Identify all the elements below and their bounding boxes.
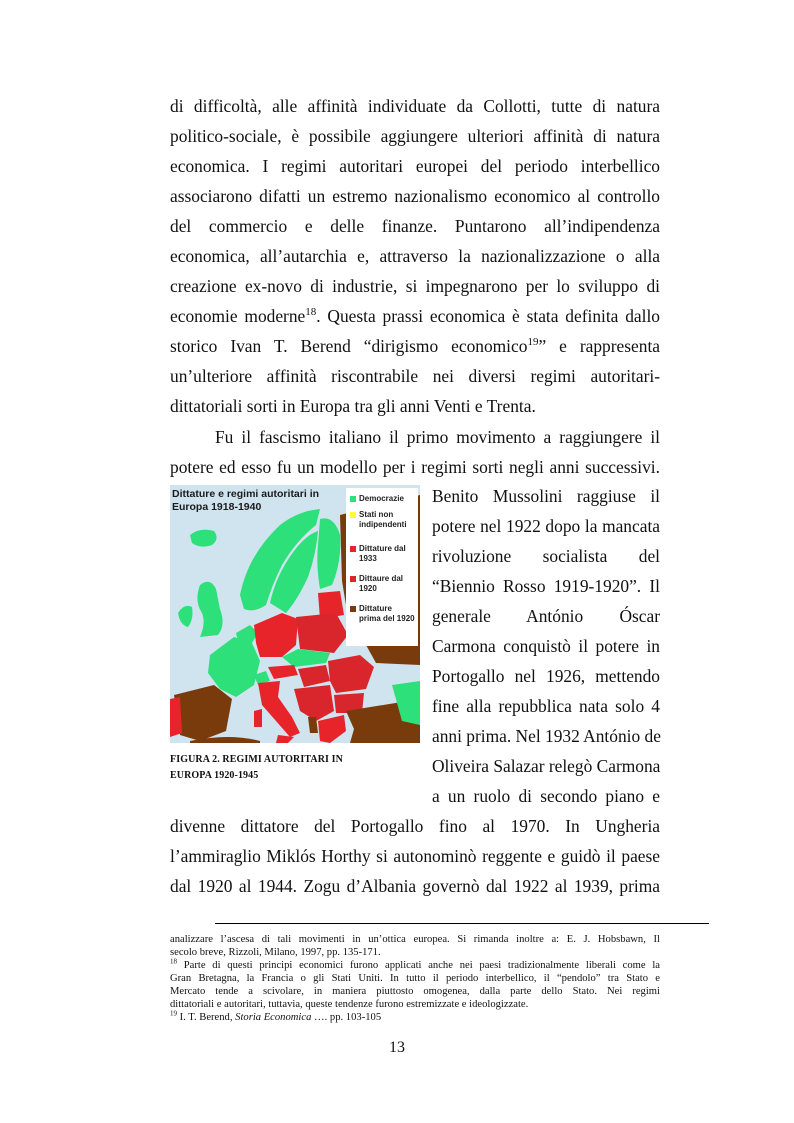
body-line: dittatoriali sorti in Europa tra gli anni Venti e Trenta. <box>170 396 536 416</box>
wrap-line: anni prima. Nel 1932 António de <box>432 726 661 746</box>
text-run: . Questa prassi economica è stata definita dallo <box>316 306 660 326</box>
map-iceland <box>190 530 217 547</box>
wrap-line: potere nel 1922 dopo la mancata <box>432 516 660 536</box>
figure-caption: FIGURA 2. REGIMI AUTORITARI IN EUROPA 1920-1945 <box>170 754 343 781</box>
footnote-19 <box>170 1011 660 1024</box>
map-italy <box>258 681 300 737</box>
body-line: del commercio e delle finanze. Puntarono all’indipendenza <box>170 216 660 236</box>
map-title: Dittature e regimi autoritari in Europa 1918-1940 <box>172 488 320 513</box>
map-sardinia <box>254 709 262 727</box>
legend-swatch <box>350 512 356 518</box>
footnote-18 <box>170 959 660 972</box>
wrap-line: fine alla repubblica nata solo 4 <box>432 696 660 716</box>
legend-swatch <box>350 496 356 502</box>
body-line: Fu il fascismo italiano il primo movimento a raggiungere il <box>215 427 660 447</box>
body-line: l’ammiraglio Miklós Horthy si autonominò reggente e guidò il paese <box>170 846 660 866</box>
wrap-line: Oliveira Salazar relegò Carmona <box>432 756 661 776</box>
body-line <box>170 331 660 361</box>
body-line: un’ulteriore affinità riscontrabile nei diversi regimi autoritari- <box>170 366 660 386</box>
footnote-line: Mercato tende a scivolare, in maniera piuttosto omogenea, dalla parte dello Stato. Nei regimi <box>170 986 660 997</box>
footnote-ref-19: 19 <box>527 336 539 349</box>
map-yugoslavia <box>294 685 334 721</box>
map-austria <box>268 665 298 679</box>
legend-item <box>350 604 415 624</box>
map-germany <box>254 613 298 657</box>
wrap-line: Portogallo nel 1926, mettendo <box>432 666 660 686</box>
wrap-line: Carmona conquistò il potere in <box>432 636 660 656</box>
map-portugal <box>170 697 182 737</box>
legend-item <box>350 510 415 530</box>
body-line: dal 1920 al 1944. Zogu d’Albania governò dal 1922 al 1939, prima <box>170 876 660 896</box>
map-ireland <box>178 606 193 627</box>
footnote-line: dittatoriali e autoritari, tuttavia, queste tendenze furono estremizzate e ideologizzate. <box>170 999 529 1010</box>
map-spain <box>174 685 232 741</box>
map-legend <box>346 488 418 646</box>
text-run: storico Ivan T. Berend “dirigismo economico <box>170 336 528 356</box>
footnote-separator <box>215 923 709 924</box>
text-run: economie moderne <box>170 306 306 326</box>
body-line: potere ed esso fu un modello per i regimi sorti negli anni successivi. <box>170 457 660 477</box>
body-line: divenne dittatore del Portogallo fino al 1970. In Ungheria <box>170 816 660 836</box>
legend-label: Stati non indipendenti <box>359 510 407 529</box>
map-greece <box>318 715 346 743</box>
body-line <box>170 301 660 331</box>
legend-label: Dittature prima del 1920 <box>359 604 415 623</box>
body-line: politico-sociale, è possibile aggiungere ulteriori affinità di natura <box>170 126 660 146</box>
footnote-line: secolo breve, Rizzoli, Milano, 1997, pp. 135-171. <box>170 947 381 958</box>
legend-item <box>350 574 415 594</box>
wrap-line: rivoluzione socialista del <box>432 546 660 566</box>
legend-swatch <box>350 606 356 612</box>
map-czechoslovakia <box>282 649 330 667</box>
wrap-line: a un ruolo di secondo piano e <box>432 786 660 806</box>
legend-label: Dittaure dal 1920 <box>359 574 404 593</box>
legend-label: Democrazie <box>359 494 404 503</box>
map-great-britain <box>197 582 222 637</box>
page-number: 13 <box>389 1039 405 1056</box>
map-hungary <box>298 665 330 687</box>
legend-item <box>350 544 415 564</box>
body-line: economica, all’autarchia e, attraverso la nazionalizzazione o alla <box>170 246 660 266</box>
footnote-text: I. T. Berend, <box>177 1012 236 1023</box>
legend-swatch <box>350 546 356 552</box>
footnote-text: …. pp. 103-105 <box>311 1012 382 1023</box>
footnote-line: analizzare l’ascesa di tali movimenti in un’ottica europea. Si rimanda inoltre a: E. J. Hobsbawn, Il <box>170 934 660 945</box>
footnote-number: 18 <box>170 957 177 966</box>
body-line: associarono difatti un estremo nazionalismo economico al controllo <box>170 186 660 206</box>
legend-swatch <box>350 576 356 582</box>
wrap-line: “Biennio Rosso 1919-1920”. Il <box>432 576 660 596</box>
map-romania <box>328 655 374 693</box>
europe-map-figure <box>170 485 420 743</box>
footnote-ref-18: 18 <box>305 306 317 319</box>
footnote-number: 19 <box>170 1009 177 1018</box>
map-poland <box>296 613 348 653</box>
text-run: ” e rappresenta <box>538 336 660 356</box>
wrap-line: generale António Óscar <box>432 606 660 626</box>
legend-label: Dittature dal 1933 <box>359 544 406 563</box>
body-line: economica. I regimi autoritari europei del periodo interbellico <box>170 156 660 176</box>
wrap-line: Benito Mussolini raggiuse il <box>432 486 660 506</box>
footnote-title: Storia Economica <box>235 1012 312 1023</box>
footnote-text: Parte di questi principi economici furono applicati anche nei paesi tradizionalmente liberali come la <box>177 960 660 971</box>
legend-item <box>350 494 415 504</box>
map-finland <box>317 518 340 589</box>
footnote-line: Gran Bretagna, la Francia o gli Stati Uniti. In tutto il periodo interbellico, il “pendolo” tra Stato e <box>170 973 660 984</box>
body-line: di difficoltà, alle affinità individuate da Collotti, tutte di natura <box>170 96 660 116</box>
body-line: creazione ex-novo di industrie, si impegnarono per lo sviluppo di <box>170 276 660 296</box>
